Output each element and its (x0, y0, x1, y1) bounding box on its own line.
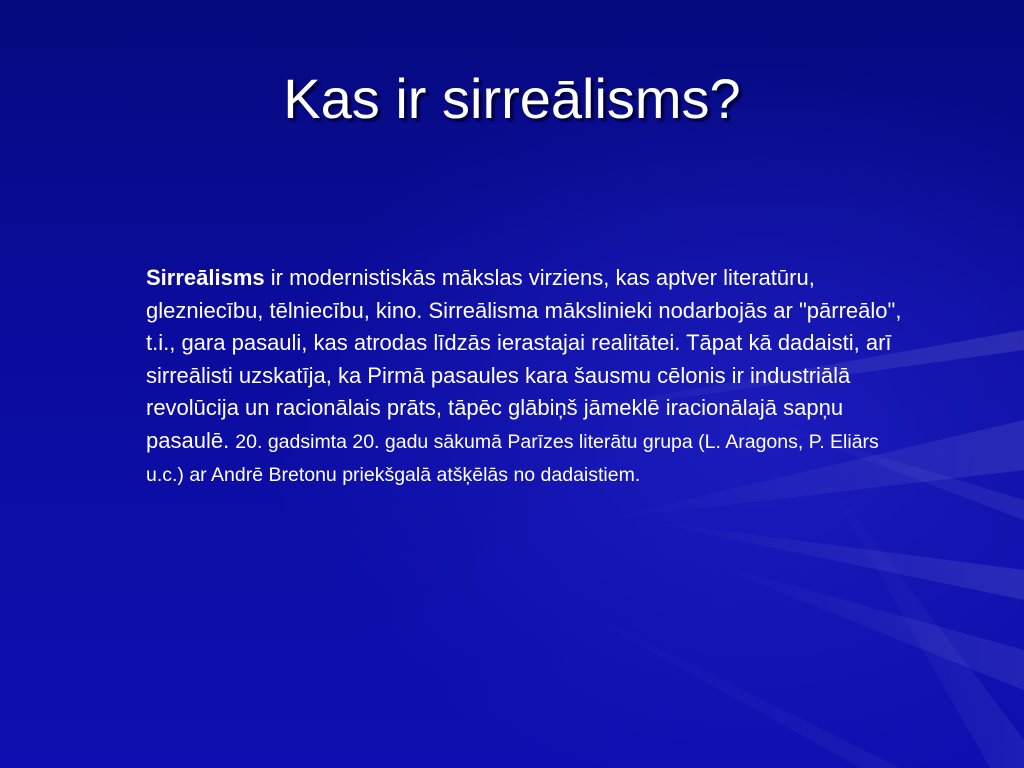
slide-title: Kas ir sirreālisms? (283, 67, 741, 130)
body-small-text: 20. gadsimta 20. gadu sākumā Parīzes literātu grupa (L. Aragons, P. Eliārs u.c.) ar Andrē Bretonu priekšgalā atšķēlās no dadaistiem. (146, 430, 879, 486)
body-main-text: ir modernistiskās mākslas virziens, kas aptver literatūru, glezniecību, tēlniecību, kino. Sirreālisma mākslinieki nodarbojās ar "pārreālo", t.i., gara pasauli, kas atrodas līdzās ierastajai realitātei. Tāpat kā dadaisti, arī sirreālisti uzskatīja, ka Pirmā pasaules kara šausmu cēlonis ir industriālā revolūcija un racionālais prāts, tāpēc glābiņš jāmeklē iracionālajā sapņu pasaulē. (146, 265, 902, 453)
slide-body-paragraph (146, 262, 906, 492)
term-bold: Sirreālisms (146, 265, 265, 290)
